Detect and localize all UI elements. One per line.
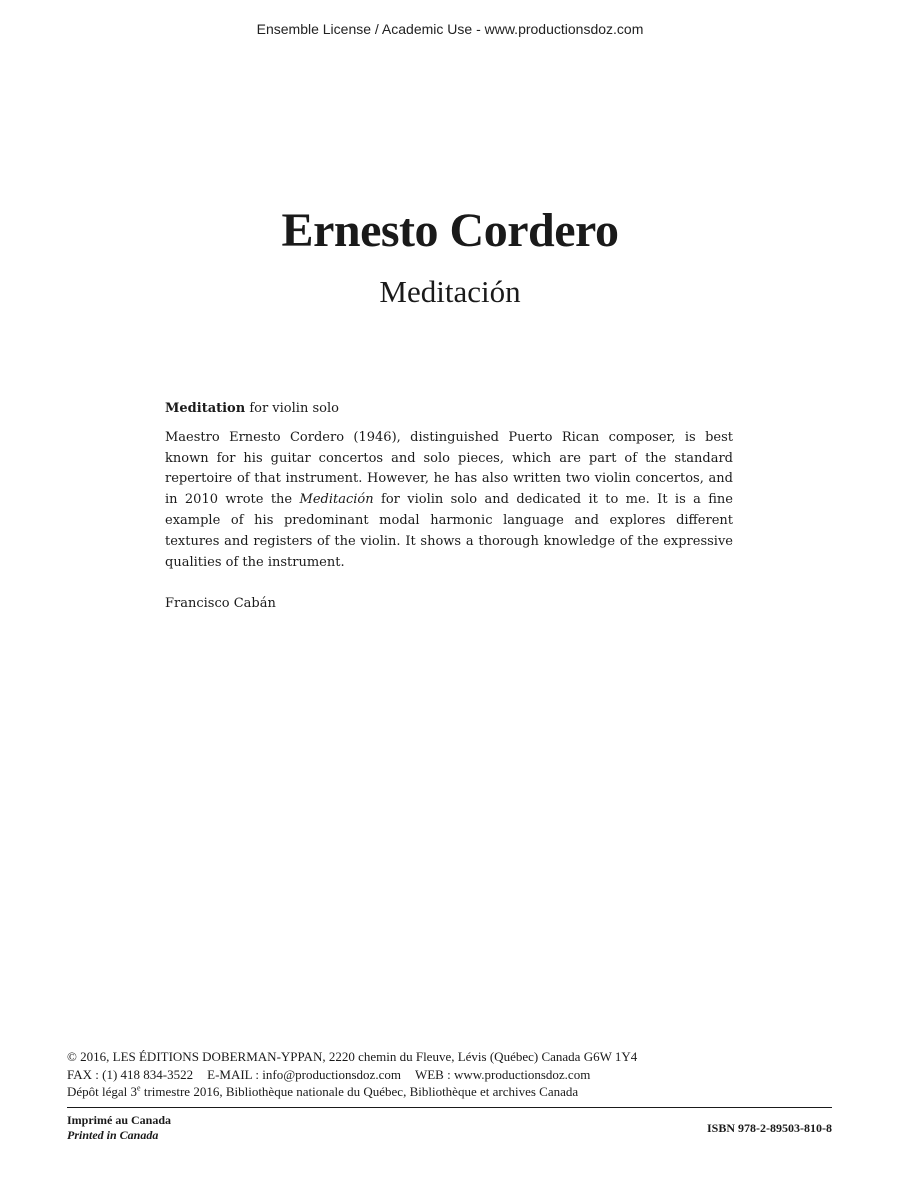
copyright-line: © 2016, LES ÉDITIONS DOBERMAN-YPPAN, 2220 chemin du Fleuve, Lévis (Québec) Canada G6W 1Y4 <box>67 1049 638 1064</box>
legal-deposit-line <box>67 1083 832 1101</box>
notes-heading-title: Meditation <box>165 401 246 416</box>
legal-deposit-ordinal: e <box>137 1083 141 1093</box>
printed-in <box>67 1113 171 1143</box>
work-title: Meditación <box>379 274 521 309</box>
isbn: ISBN 978-2-89503-810-8 <box>707 1121 832 1135</box>
license-banner: Ensemble License / Academic Use - www.productionsdoz.com <box>256 21 644 37</box>
notes-body-work-title: Meditación <box>299 492 374 508</box>
notes-body <box>165 428 733 574</box>
notes-body-part1: Maestro Ernesto Cordero (1946), distinguished Puerto Rican composer, is best known for his guitar concertos and solo pieces, which are part of the standard repertoire of that instrument. However, he has also written two violin concertos, and in 2010 wrote the <box>165 429 733 508</box>
composer-name: Ernesto Cordero <box>281 204 619 257</box>
legal-deposit-prefix: Dépôt légal 3 <box>67 1084 138 1099</box>
fax-number: FAX : (1) 418 834-3522 <box>67 1066 194 1082</box>
email-address: E-MAIL : info@productionsdoz.com <box>207 1066 401 1082</box>
notes-author: Francisco Cabán <box>165 596 276 612</box>
notes-heading-subtitle: for violin solo <box>245 401 339 416</box>
printed-in-french: Imprimé au Canada <box>67 1113 172 1127</box>
legal-deposit-rest: trimestre 2016, Bibliothèque nationale du Québec, Bibliothèque et archives Canada <box>140 1084 579 1099</box>
program-notes <box>165 399 733 615</box>
contact-line <box>67 1066 832 1084</box>
publisher-footer <box>67 1048 832 1101</box>
footer-divider <box>67 1107 832 1108</box>
website: WEB : www.productionsdoz.com <box>414 1066 591 1082</box>
notes-heading <box>165 399 733 420</box>
notes-body-part2: for violin solo and dedicated it to me. It is a fine example of his predominant modal harmonic language and explores different textures and registers of the violin. It shows a thorough knowledge of the expressive qualities of the instrument. <box>165 492 733 570</box>
printed-in-english: Printed in Canada <box>67 1128 159 1142</box>
